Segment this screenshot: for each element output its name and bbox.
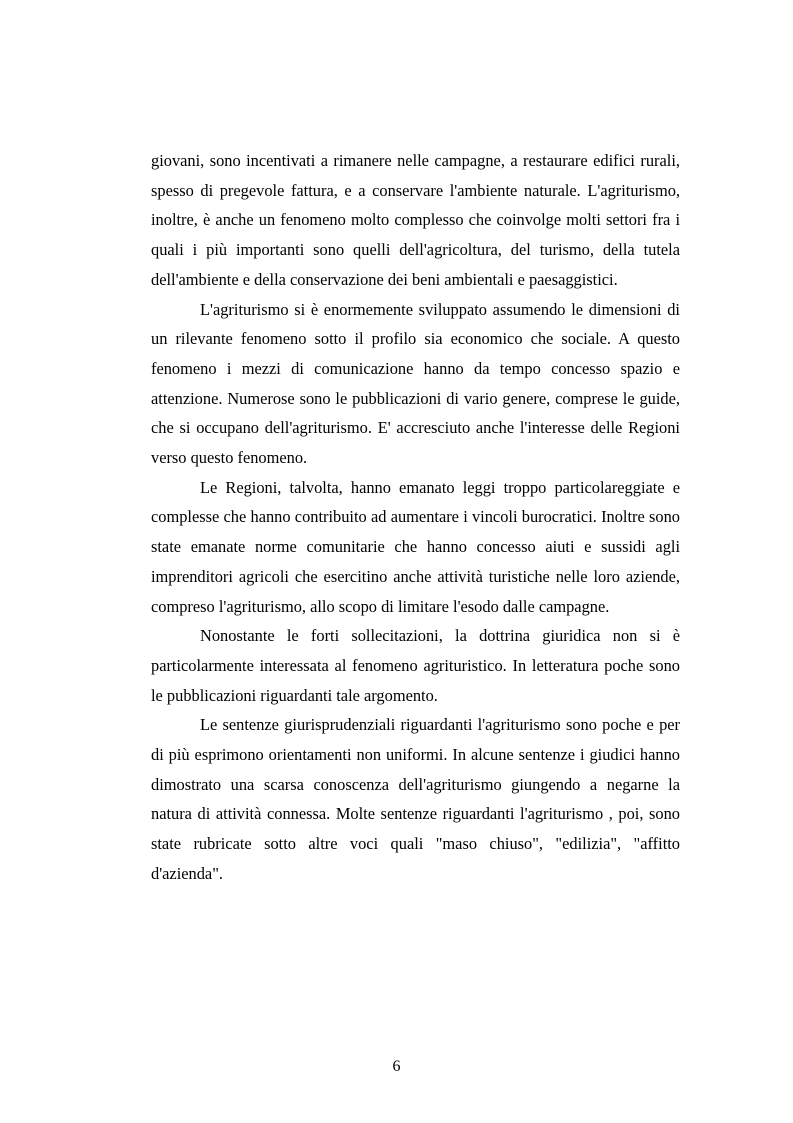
- paragraph-dottrina: Nonostante le forti sollecitazioni, la dottrina giuridica non si è particolarmente interessata al fenomeno agrituristico. In letteratura poche sono le pubblicazioni riguardanti tale argomento.: [151, 626, 680, 705]
- paragraph-agriturismo-sviluppo: L'agriturismo si è enormemente sviluppato assumendo le dimensioni di un rilevante fenomeno sotto il profilo sia economico che sociale. A questo fenomeno i mezzi di comunicazione hanno da tempo concesso spazio e attenzione. Numerose sono le pubblicazioni di vario genere, comprese le guide, che si occupano dell'agriturismo. E' accresciuto anche l'interesse delle Regioni verso questo fenomeno.: [151, 299, 680, 468]
- page-number: 6: [392, 1058, 401, 1075]
- paragraph-continuation: giovani, sono incentivati a rimanere nelle campagne, a restaurare edifici rurali, spesso di pregevole fattura, e a conservare l'ambiente naturale. L'agriturismo, inoltre, è anche un fenomeno molto complesso che coinvolge molti settori fra i quali i più importanti sono quelli dell'agricoltura, del turismo, della tutela dell'ambiente e della conservazione dei beni ambientali e paesaggistici.: [151, 151, 680, 289]
- paragraph-sentenze: Le sentenze giurisprudenziali riguardanti l'agriturismo sono poche e per di più esprimono orientamenti non uniformi. In alcune sentenze i giudici hanno dimostrato una scarsa conoscenza dell'agriturismo giungendo a negarne la natura di attività connessa. Molte sentenze riguardanti l'agriturismo , poi, sono state rubricate sotto altre voci quali "maso chiuso", "edilizia", "affitto d'azienda".: [151, 715, 680, 883]
- paragraph-regioni: Le Regioni, talvolta, hanno emanato leggi troppo particolareggiate e complesse che hanno contribuito ad aumentare i vincoli burocratici. Inoltre sono state emanate norme comunitarie che hanno concesso aiuti e sussidi agli imprenditori agricoli che esercitino anche attività turistiche nelle loro aziende, compreso l'agriturismo, allo scopo di limitare l'esodo dalle campagne.: [151, 477, 680, 616]
- page-body: [151, 146, 680, 889]
